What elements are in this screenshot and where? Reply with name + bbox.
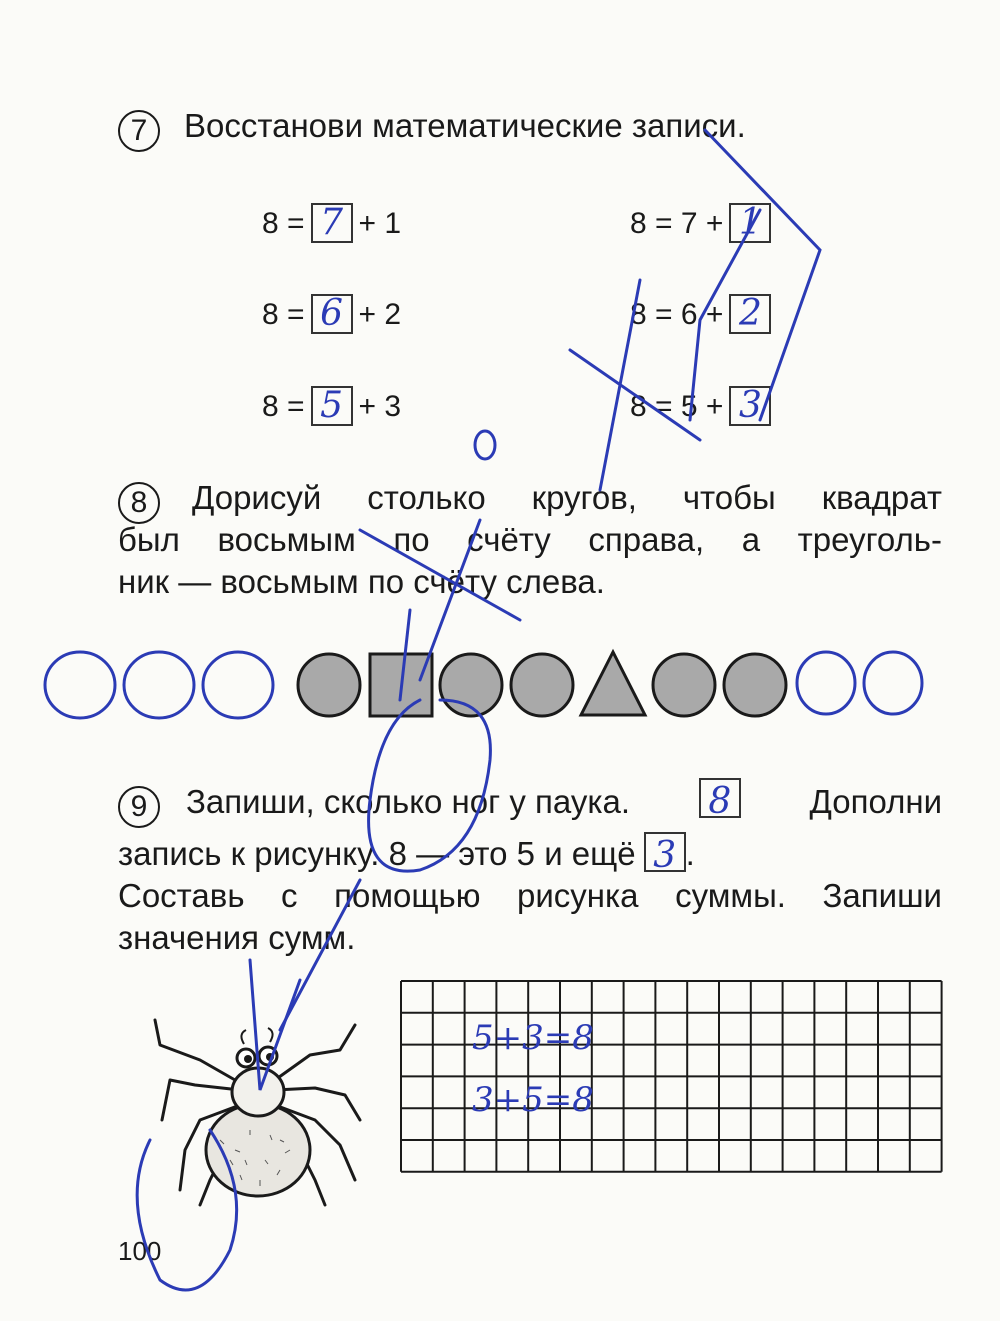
task-9-line-3: Составь с помощью рисунка суммы. Запиши [118,877,942,914]
task-7-title: Восстанови математические записи. [184,107,746,144]
equation-suffix: + 1 [358,207,402,240]
handwritten-answer: 6 [320,293,343,335]
equation-prefix: 8 = [262,298,305,331]
task-8-number: 8 [118,482,160,524]
answer-box[interactable] [311,386,353,426]
grid-answer-1: 5+3=8 [472,1018,594,1058]
printed-circle [511,654,573,716]
printed-circle [724,654,786,716]
equation-right-1 [630,204,777,245]
equation-prefix: 8 = 5 + [630,390,724,423]
task-8-line-1: Дорисуй столько кругов, чтобы квадрат [192,479,942,516]
handwritten-answer: 7 [320,202,343,244]
shape-sequence [30,630,930,740]
answer-box[interactable] [729,386,771,426]
equation-prefix: 8 = [262,390,305,423]
equation-prefix: 8 = 7 + [630,207,724,240]
drawn-circle [864,652,922,714]
handwritten-answer: 3 [738,385,762,427]
printed-triangle [581,652,645,715]
spider-illustration [140,1010,380,1220]
equation-suffix: + 2 [358,298,402,331]
drawn-circle [797,652,855,714]
drawn-circle [45,652,115,718]
equation-left-2 [262,295,401,336]
answer-box[interactable] [311,203,353,243]
task-9-line-2 [118,832,695,876]
grid-answer-2: 3+5=8 [472,1080,594,1120]
task-9-record-text: запись к рисунку. 8 — это 5 и ещё [118,835,636,872]
printed-circle [440,654,502,716]
equation-prefix: 8 = 6 + [630,298,724,331]
answer-box[interactable] [729,203,771,243]
equation-suffix: + 3 [358,390,402,423]
answer-box[interactable] [311,294,353,334]
equation-left-3 [262,387,401,428]
task-9-complete-label: Дополни [809,783,942,820]
drawn-circle [124,652,194,718]
equation-right-2 [630,295,777,336]
handwritten-answer: 8 [708,781,732,822]
task-9-line-4: значения сумм. [118,919,356,956]
task-9-legs-question: Запиши, сколько ног у паука. [186,783,631,820]
drawn-circle [203,652,273,718]
handwritten-answer: 2 [738,293,762,335]
task-7-number: 7 [118,110,160,152]
task-9-line-1 [186,780,942,824]
equation-left-1 [262,204,401,245]
task-8-line-3: ник — восьмым по счёту слева. [118,563,605,600]
answer-box[interactable] [729,294,771,334]
handwritten-answer: 5 [320,385,343,427]
legs-answer-box[interactable] [699,778,741,822]
handwritten-answer: 3 [653,835,677,877]
equation-right-3 [630,387,777,428]
task-8-line-2: был восьмым по счёту справа, а треуголь- [118,521,942,558]
period: . [685,835,695,872]
printed-square [370,654,432,716]
remainder-answer-box[interactable] [644,832,686,877]
printed-circle [298,654,360,716]
handwritten-answer: 1 [738,202,762,244]
task-9-number: 9 [118,786,160,828]
equation-prefix: 8 = [262,207,305,240]
printed-circle [653,654,715,716]
page-number: 100 [118,1236,162,1266]
